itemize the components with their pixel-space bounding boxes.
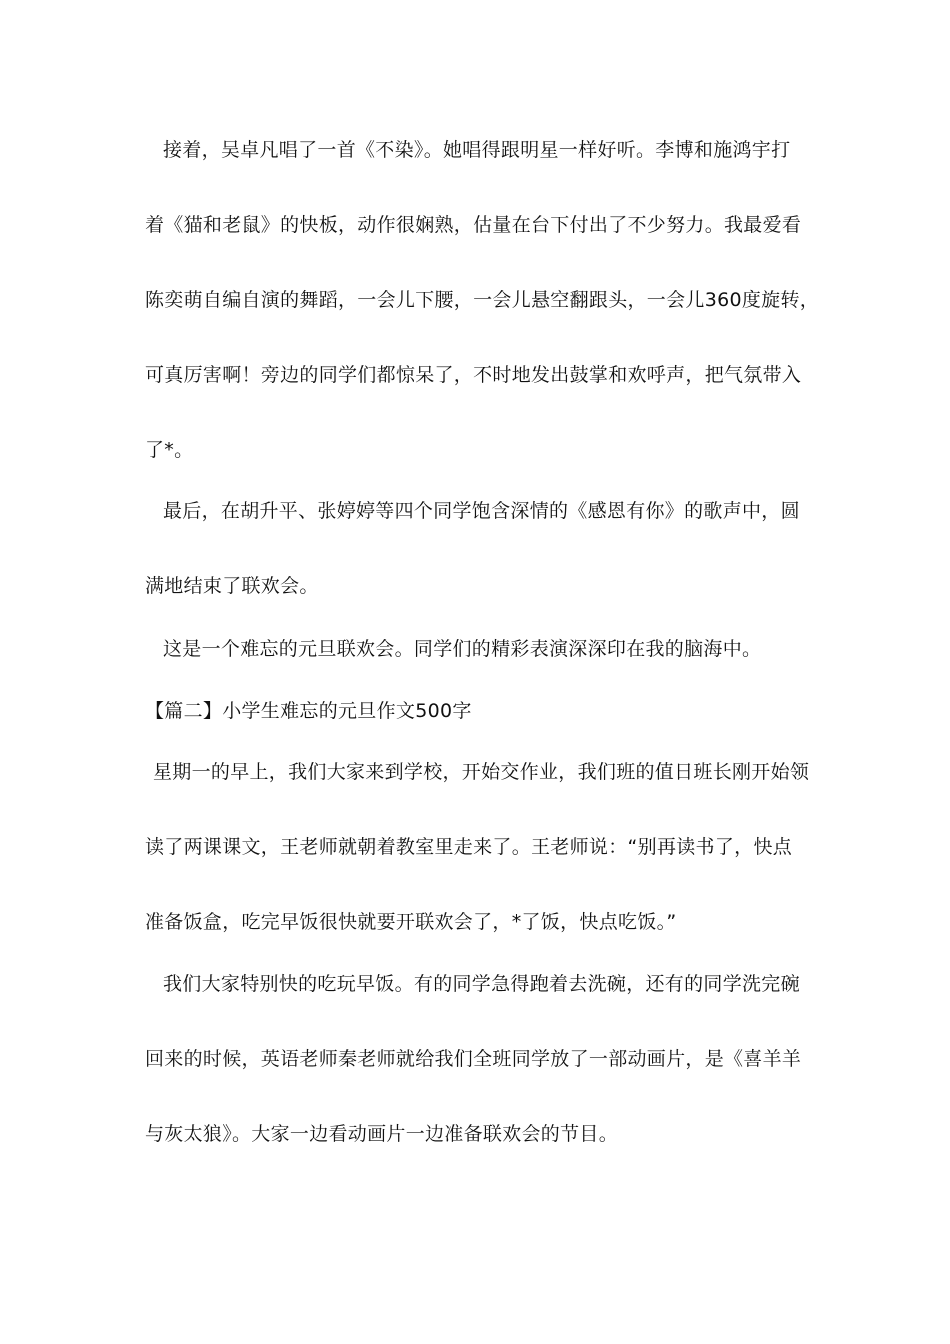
text-line: 陈奕萌自编自演的舞蹈，一会儿下腰，一会儿悬空翻跟头，一会儿360度旋转，: [145, 289, 820, 311]
text-line: 着《猫和老鼠》的快板，动作很娴熟，估量在台下付出了不少努力。我最爱看: [145, 214, 802, 236]
text-line: 准备饭盒，吃完早饭很快就要开联欢会了，*了饭，快点吃饭。”: [145, 911, 677, 933]
text-line: 可真厉害啊！旁边的同学们都惊呆了，不时地发出鼓掌和欢呼声，把气氛带入: [145, 364, 802, 386]
text-line: 接着，吴卓凡唱了一首《不染》。她唱得跟明星一样好听。李博和施鸿宇打: [163, 139, 791, 161]
text-line: 满地结束了联欢会。: [145, 575, 319, 597]
text-line: 与灰太狼》。大家一边看动画片一边准备联欢会的节目。: [145, 1123, 619, 1145]
text-line: 回来的时候，英语老师秦老师就给我们全班同学放了一部动画片，是《喜羊羊: [145, 1048, 802, 1070]
text-line: 这是一个难忘的元旦联欢会。同学们的精彩表演深深印在我的脑海中。: [163, 638, 762, 660]
section-heading: 【篇二】小学生难忘的元旦作文500字: [145, 700, 472, 722]
text-line: 我们大家特别快的吃玩早饭。有的同学急得跑着去洗碗，还有的同学洗完碗: [163, 973, 800, 995]
text-line: 最后，在胡升平、张婷婷等四个同学饱含深情的《感恩有你》的歌声中，圆: [163, 500, 800, 522]
text-line: 读了两课课文，王老师就朝着教室里走来了。王老师说：“别再读书了，快点: [145, 836, 793, 858]
text-line: 星期一的早上，我们大家来到学校，开始交作业，我们班的值日班长刚开始领: [153, 761, 810, 783]
text-line: 了*。: [145, 439, 194, 461]
